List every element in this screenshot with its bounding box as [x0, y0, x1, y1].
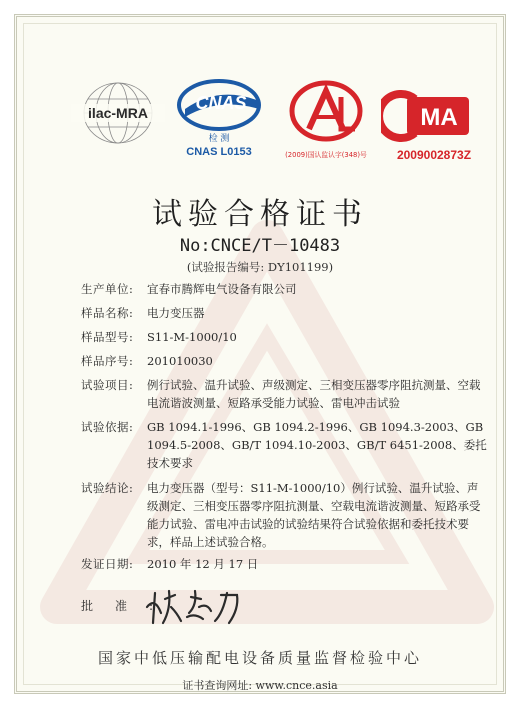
field-test-items	[81, 376, 489, 412]
field-label: 发证日期:	[81, 557, 134, 571]
field-sample-name	[81, 304, 489, 322]
cal-caption: (2009)国认监认字(348)号	[285, 151, 367, 159]
report-number: (试验报告编号: DY101199)	[186, 260, 334, 274]
field-value: 2010 年 12 月 17 日	[147, 557, 259, 571]
field-label: 试验依据:	[81, 420, 134, 434]
field-label: 样品名称:	[81, 306, 134, 320]
cnas-logo	[167, 75, 271, 165]
certificate-number: No:CNCE/T－10483	[179, 236, 341, 256]
field-value: GB 1094.1-1996、GB 1094.2-1996、GB 1094.3-2003、GB 1094.5-2008、GB/T 1094.10-2003、GB/T 6451-2008、委托技术要求	[147, 420, 487, 470]
field-label: 试验项目:	[81, 378, 134, 392]
query-website: 证书查询网址: www.cnce.asia	[182, 679, 338, 692]
field-value: 宜春市腾辉电气设备有限公司	[147, 282, 297, 296]
field-label: 样品型号:	[81, 330, 134, 344]
field-value: 电力变压器	[147, 306, 205, 320]
cal-logo	[271, 77, 381, 167]
field-label: 样品序号:	[81, 354, 134, 368]
field-value: 电力变压器（型号：S11-M-1000/10）例行试验、温升试验、声级测定、三相变压器零序阻抗测量、空载电流谐波测量、短路承受能力试验、雷电冲击试验的试验结果符合试验依据和委托技术要求，样品上述试验合格。	[147, 481, 481, 549]
approve-label: 批准:	[81, 599, 176, 613]
signature-image	[141, 583, 251, 627]
field-issue-date	[81, 555, 489, 573]
field-value: S11-M-1000/10	[147, 330, 237, 344]
certificate-frame	[14, 14, 506, 694]
cma-logo	[381, 77, 487, 167]
ilac-text: ilac-MRA	[88, 105, 148, 121]
cma-code: 2009002873Z	[396, 148, 472, 162]
cnas-sub: 检 测	[208, 134, 230, 144]
field-label: 试验结论:	[81, 481, 134, 495]
field-test-basis	[81, 418, 489, 472]
field-sample-serial	[81, 352, 489, 370]
field-sample-model	[81, 328, 489, 346]
field-manufacturer	[81, 280, 489, 298]
field-label: 生产单位:	[81, 282, 134, 296]
cma-text: MA	[420, 104, 458, 131]
issuing-organization: 国家中低压输配电设备质量监督检验中心	[97, 649, 422, 667]
cnas-code: CNAS L0153	[186, 146, 252, 158]
certificate-title: 试验合格证书	[152, 197, 368, 232]
ilac-mra-logo	[69, 73, 167, 163]
field-value: 201010030	[147, 354, 213, 368]
cnas-text: CNAS	[195, 93, 247, 113]
field-value: 例行试验、温升试验、声级测定、三相变压器零序阻抗测量、空载电流谐波测量、短路承受能力试验、雷电冲击试验	[147, 378, 481, 410]
field-conclusion	[81, 479, 489, 551]
